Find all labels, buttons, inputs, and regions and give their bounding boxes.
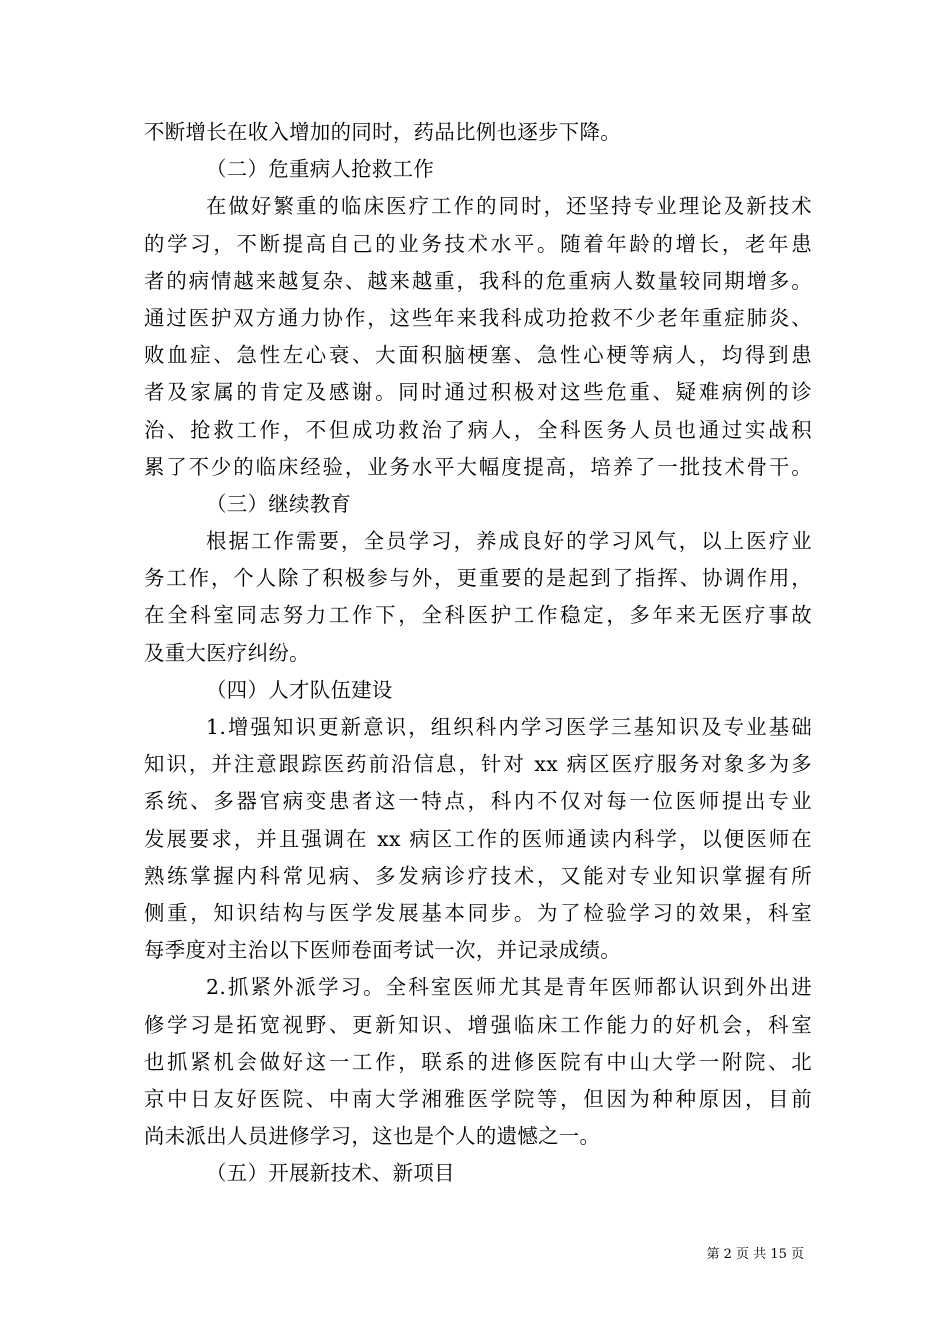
text-line: （五）开展新技术、新项目 [206, 1161, 455, 1186]
text-line: 者的病情越来越复杂、越来越重，我科的危重病人数量较同期增多。 [144, 268, 812, 293]
document-body [144, 114, 812, 1192]
text-line: 发展要求，并且强调在 xx 病区工作的医师通读内科学，以便医师在 [144, 826, 812, 851]
text-line: 每季度对主治以下医师卷面考试一次，并记录成绩。 [144, 938, 622, 963]
text-line: 及重大医疗纠纷。 [144, 640, 310, 665]
text-line: 京中日友好医院、中南大学湘雅医学院等，但因为种种原因，目前 [144, 1086, 812, 1111]
text-line: 1.增强知识更新意识，组织科内学习医学三基知识及专业基础 [206, 715, 812, 739]
text-line: 务工作，个人除了积极参与外，更重要的是起到了指挥、协调作用， [144, 566, 812, 591]
text-line: 系统、多器官病变患者这一特点，科内不仅对每一位医师提出专业 [144, 789, 812, 814]
text-line: 治、抢救工作，不但成功救治了病人，全科医务人员也通过实战积 [144, 417, 812, 442]
text-line: 也抓紧机会做好这一工作，联系的进修医院有中山大学一附院、北 [144, 1049, 812, 1074]
text-line: 2.抓紧外派学习。全科室医师尤其是青年医师都认识到外出进 [206, 975, 812, 1000]
text-line: 在做好繁重的临床医疗工作的同时，还坚持专业理论及新技术 [206, 194, 812, 219]
text-line: （二）危重病人抢救工作 [206, 157, 435, 182]
text-line: 尚未派出人员进修学习，这也是个人的遗憾之一。 [144, 1124, 601, 1149]
text-line: （四）人才队伍建设 [206, 677, 393, 702]
text-line: 不断增长在收入增加的同时，药品比例也逐步下降。 [144, 120, 622, 144]
text-line: 败血症、急性左心衰、大面积脑梗塞、急性心梗等病人，均得到患 [144, 343, 812, 368]
text-line: 侧重，知识结构与医学发展基本同步。为了检验学习的效果，科室 [144, 900, 812, 925]
text-line: 的学习，不断提高自己的业务技术水平。随着年龄的增长，老年患 [144, 231, 812, 256]
text-line: 熟练掌握内科常见病、多发病诊疗技术，又能对专业知识掌握有所 [144, 863, 812, 888]
text-line: 者及家属的肯定及感谢。同时通过积极对这些危重、疑难病例的诊 [144, 380, 812, 405]
text-line: 通过医护双方通力协作，这些年来我科成功抢救不少老年重症肺炎、 [144, 305, 812, 330]
text-line: 修学习是拓宽视野、更新知识、增强临床工作能力的好机会，科室 [144, 1012, 812, 1037]
page-number: 第 2 页 共 15 页 [706, 1247, 804, 1262]
text-line: 知识，并注意跟踪医药前沿信息，针对 xx 病区医疗服务对象多为多 [144, 752, 812, 777]
text-line: 根据工作需要，全员学习，养成良好的学习风气，以上医疗业 [206, 529, 812, 554]
text-line: （三）继续教育 [206, 491, 352, 516]
text-line: 在全科室同志努力工作下，全科医护工作稳定，多年来无医疗事故 [144, 603, 812, 628]
text-line: 累了不少的临床经验，业务水平大幅度提高，培养了一批技术骨干。 [144, 454, 812, 479]
